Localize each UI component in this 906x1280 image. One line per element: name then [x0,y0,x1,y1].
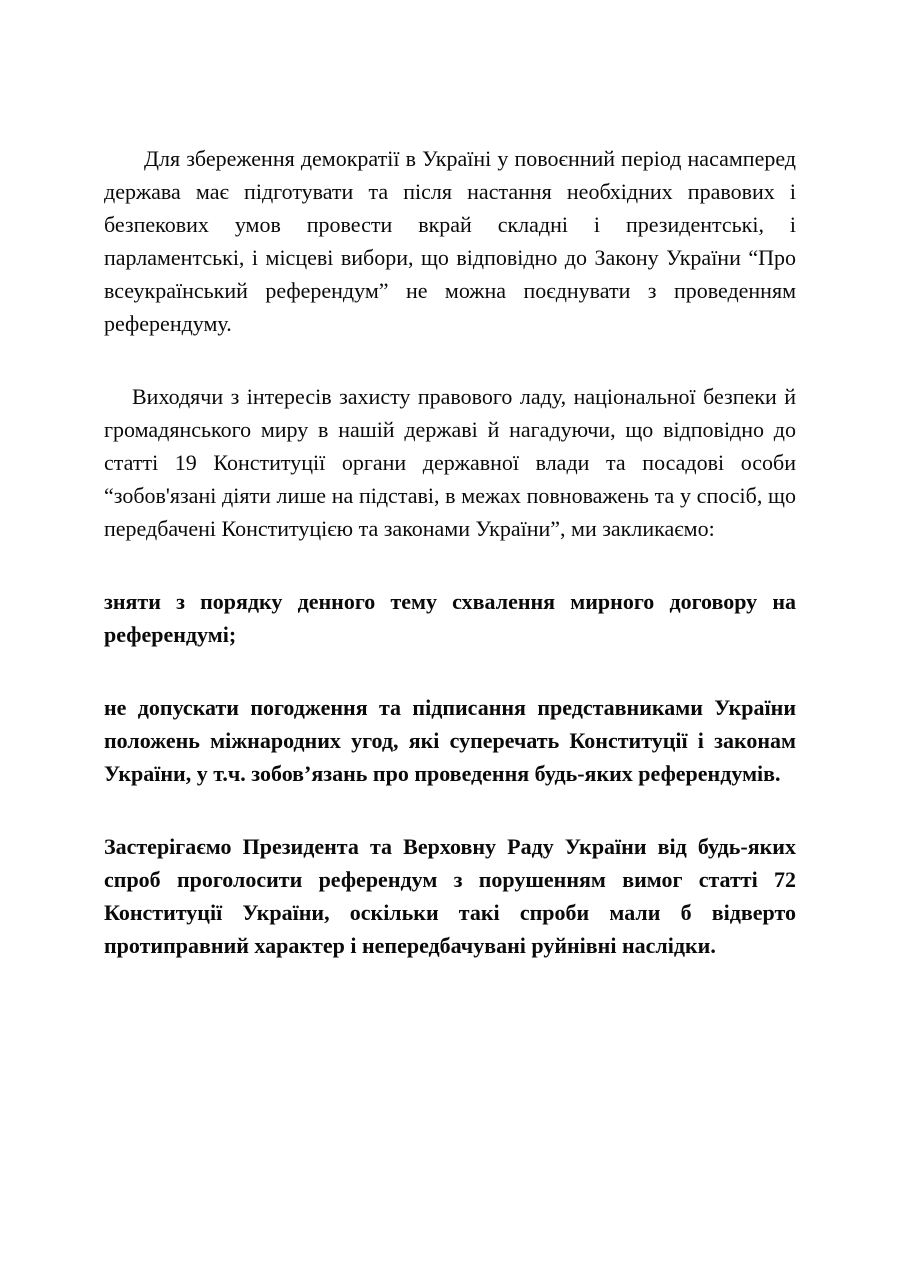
paragraph-elections-intro: Для збереження демократії в Україні у повоєнний період насамперед держава має підготувати та після настання необхідних правових і безпекових умов провести вкрай складні і президентські, і парламентські, і місцеві вибори, що відповідно до Закону України “Про всеукраїнський референдум” не можна поєднувати з проведенням референдуму. [104,146,796,336]
paragraph-demand-no-agreements: не допускати погодження та підписання представниками України положень міжнародних угод, які суперечать Конституції і законам України, у т.ч. зобов’язань про проведення будь-яких референдумів. [104,695,796,786]
document-text-block [104,142,796,1002]
paragraph-constitution-appeal: Виходячи з інтересів захисту правового ладу, національної безпеки й громадянського миру в нашій державі й нагадуючи, що відповідно до статті 19 Конституції органи державної влади та посадові особи “зобов'язані діяти лише на підставі, в межах повноважень та у спосіб, що передбачені Конституцією та законами України”, ми закликаємо: [104,384,796,541]
paragraph-warning-president-rada: Застерігаємо Президента та Верховну Раду України від будь-яких спроб проголосити референдум з порушенням вимог статті 72 Конституції України, оскільки такі спроби мали б відверто протиправний характер і непередбачувані руйнівні наслідки. [104,834,796,958]
paragraph-demand-remove-agenda: зняти з порядку денного тему схвалення мирного договору на референдумі; [104,589,796,647]
